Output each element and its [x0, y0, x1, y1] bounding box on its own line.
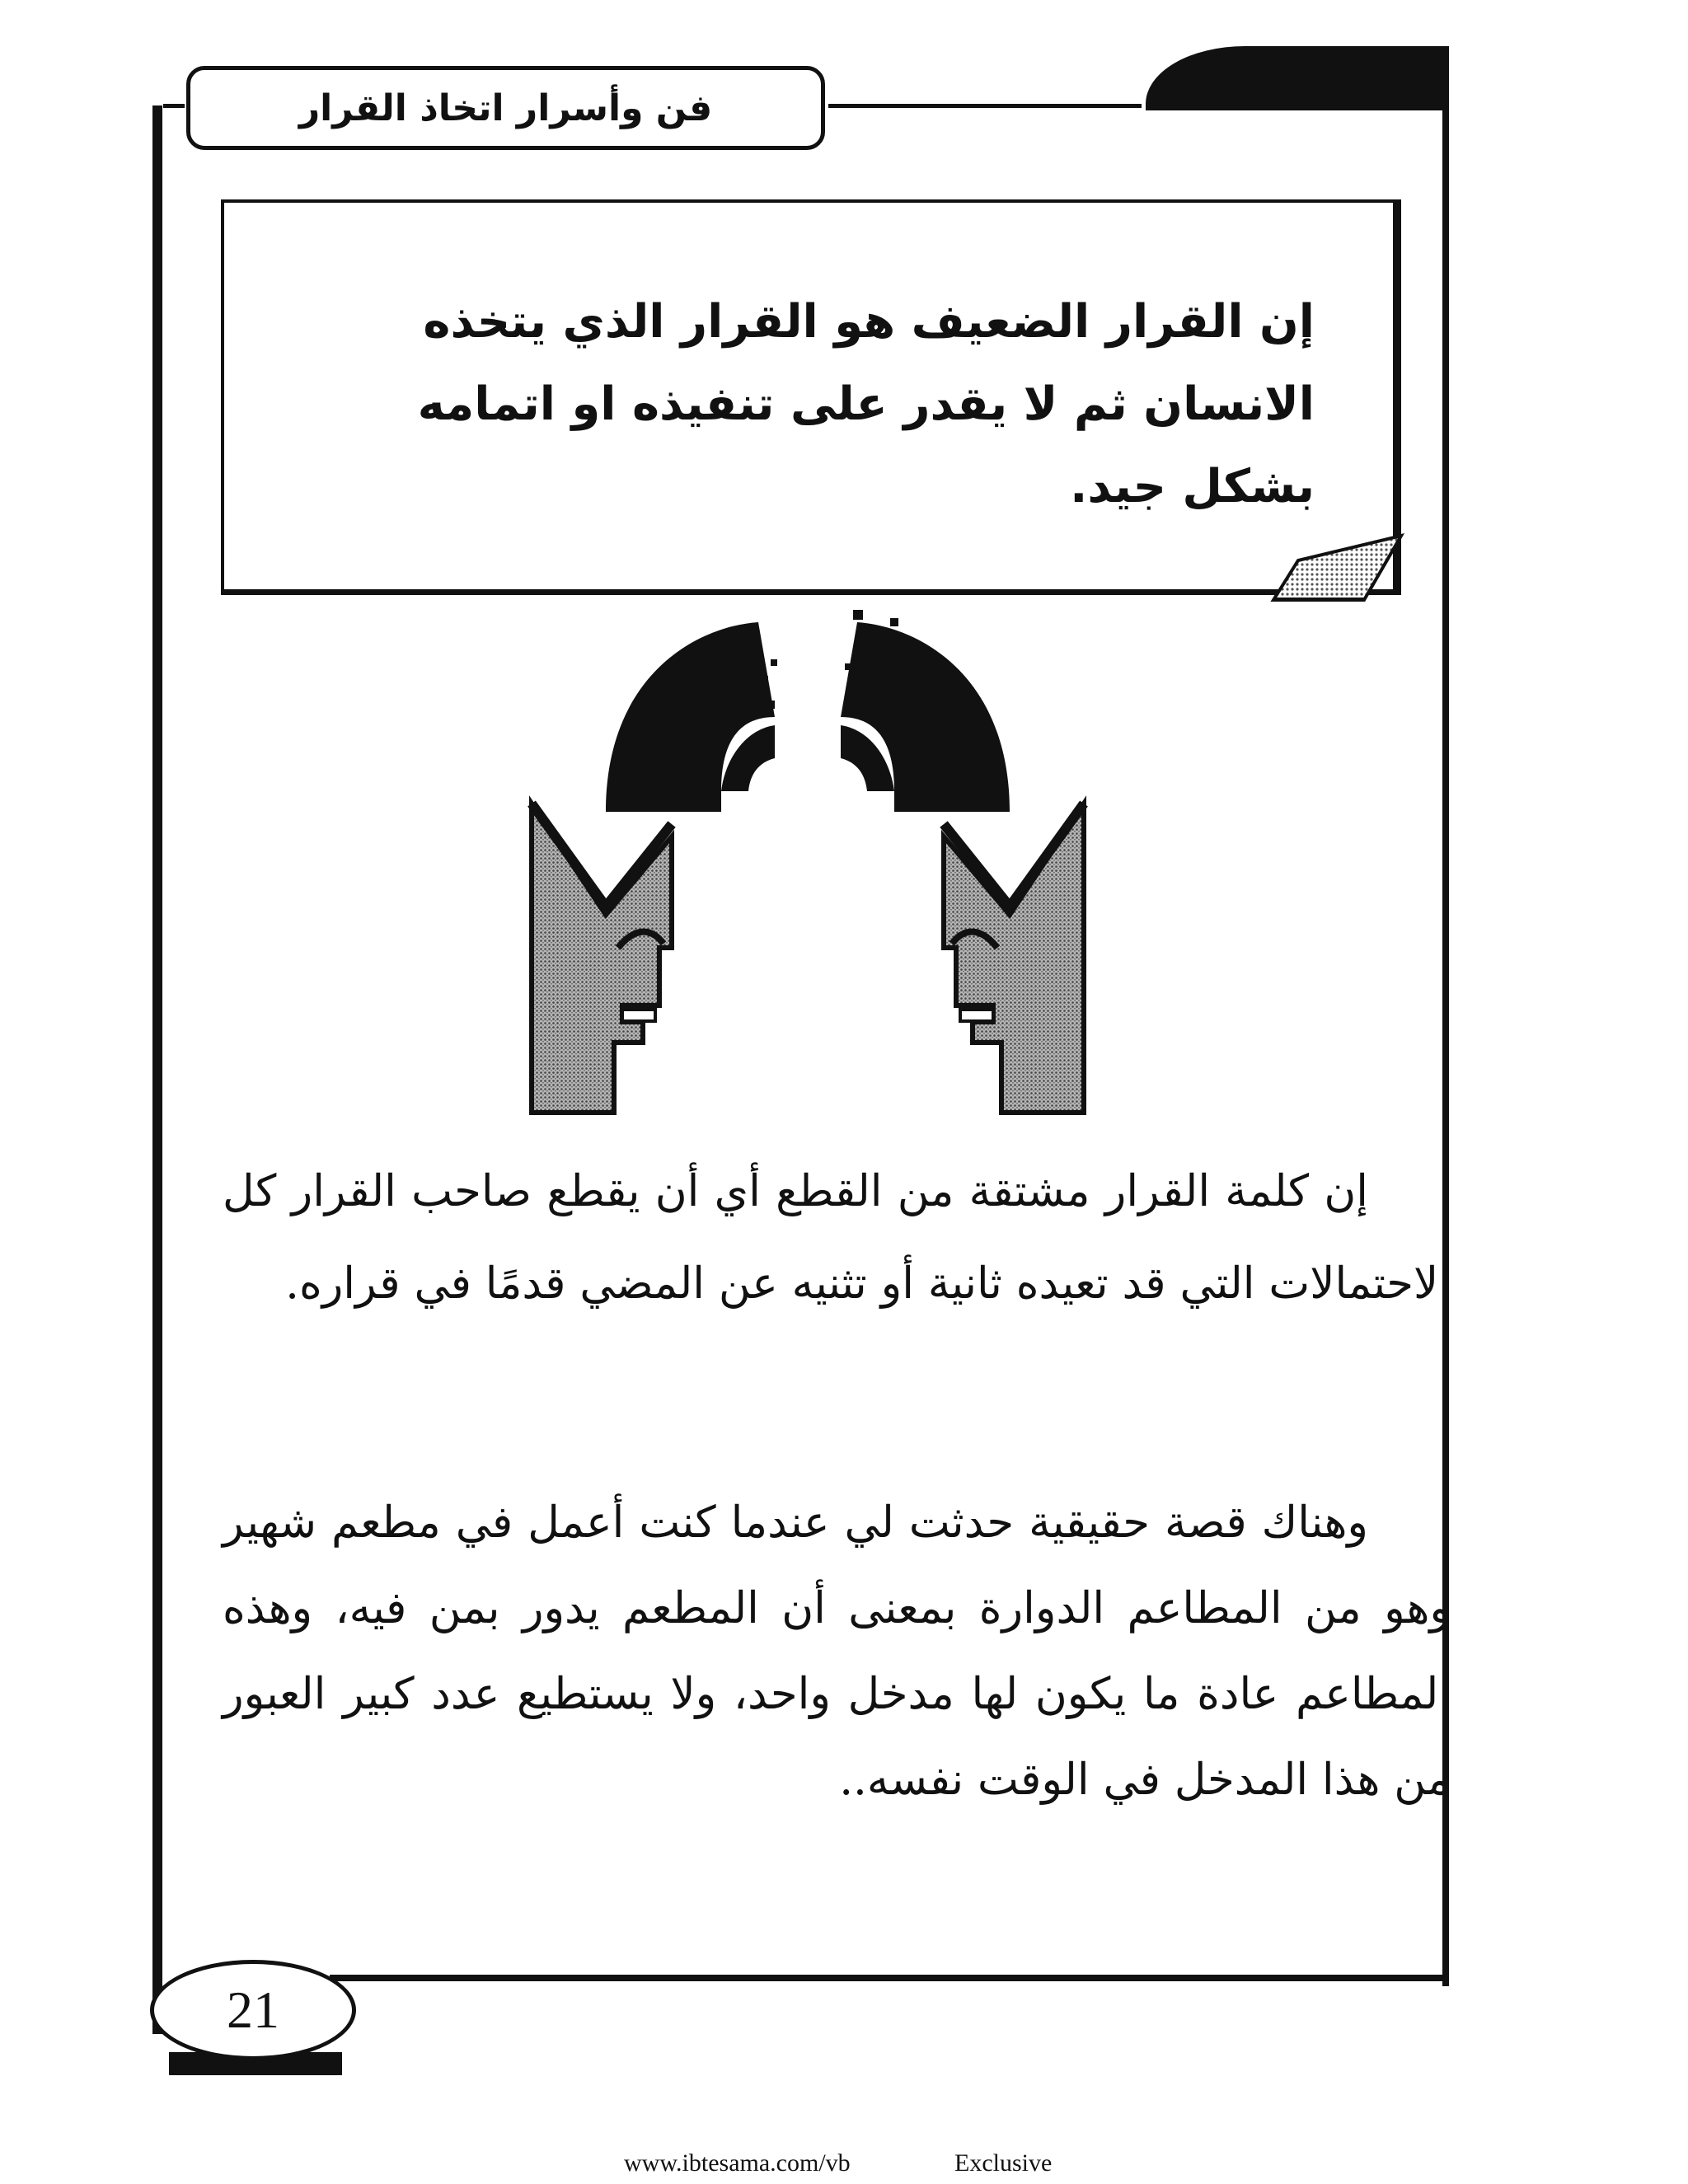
two-faces-illustration	[528, 602, 1088, 1129]
page-frame-top	[828, 104, 1142, 108]
corner-decoration	[1146, 46, 1449, 110]
page-curl-icon	[1240, 527, 1405, 602]
quote-box	[221, 199, 1401, 595]
header-title: فن وأسرار اتخاذ القرار	[298, 87, 713, 129]
page-frame-top-left	[163, 104, 185, 108]
footer-url[interactable]: www.ibtesama.com/vb	[624, 2149, 851, 2177]
paragraph-2: وهناك قصة حقيقية حدثت لي عندما كنت أعمل في مطعم شهير وهو من المطاعم الدوارة بمعنى أن المطعم يدور بمن فيه، وهذه المطاعم عادة ما يكون لها مدخل واحد، ولا يستطيع عدد كبير العبور من هذا المدخل في الوقت نفسه..	[223, 1497, 1451, 1805]
page-frame-bottom	[330, 1975, 1449, 1981]
footer-tag: Exclusive	[954, 2149, 1053, 2177]
header-tab	[186, 66, 825, 150]
page-number	[150, 1960, 356, 2060]
paragraph-1: إن كلمة القرار مشتقة من القطع أي أن يقطع صاحب القرار كل الاحتمالات التي قد تعيده ثانية أو تثنيه عن المضي قدمًا في قراره.	[223, 1166, 1451, 1309]
quote-text: إن القرار الضعيف هو القرار الذي يتخذه الانسان ثم لا يقدر على تنفيذه او اتمامه بشكل جيد.	[417, 295, 1315, 513]
page-frame-left	[152, 105, 162, 2034]
page-number-label: 21	[227, 1980, 279, 2039]
